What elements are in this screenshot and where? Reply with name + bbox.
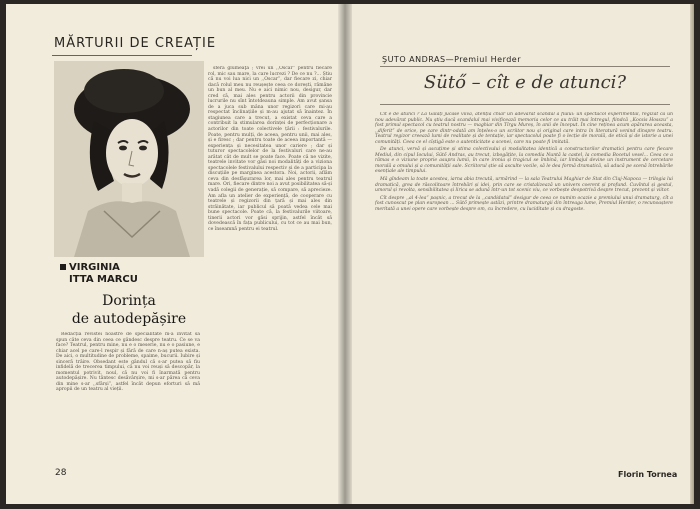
article-signature: Florin Tornea [618,470,678,479]
running-head: ŞUTO ANDRAS—Premiul Herder [382,55,522,64]
right-article-title: Sütő – cît e de atunci? [423,72,627,93]
right-paragraph-4: Cît despre ,,al 4-lea“ pașnic, a trecut de la ,,candidatul” desigur de ceea ce numim ocazie a premiului unui dramaturg, cît a fost cunoscut pe plan european ... Sütő primește astăzi, printre dramaturgii din întreaga lume, Premiul Herder, o recunoaștere meritată a unei opere care vorbește despre om, cu încredere, cu luciditate și cu dragoste. [375,195,673,212]
right-article-body [375,112,673,452]
article-title [54,292,204,328]
bullet-square-icon [60,264,66,270]
title-rule [380,104,670,105]
author-first-line: VIRGINIA [69,262,120,273]
right-paragraph-2: De atunci, vervă și ascuțime și stima colectivului și modalitatea identică a constructorilor dramatici pentru care fiecare Mediul, din cipul Iocului, Sütő Andras, au trecut, izbogățite, la comedia Nuntă la castel, la comedia Bocetul vesel... Ceea ce a rămas e o viziune proprie asupra lumii, în care ironia și tragicul se îmbină, iar limbajul devine un instrument de cercetare morală a omului și a comunității sale. Scriitorul știe să asculte vocile, să le dea formă dramatică, să aducă pe scenă întrebările esențiale ale timpului. [375,147,673,175]
portrait-illustration [54,61,204,257]
page-number: 28 [55,468,67,478]
article-title-line2: de autodepășire [71,311,187,327]
right-paragraph-1: Cit e de atunci ? La Galați jucase viivă, atenția chiar un adevărat scandal a fiului: un spectacol experimental, regizat ca un nou adevărat public. Nu știu dacă scandalul mai vivificează memoria celor ce au trăit mai întregul, fiindcă ,,Kocsis Hosszu” a fost primul spectacol cu teatrul nostru — maghiar din Tîrgu Mureș, în anii de început. În cine reținea acum apărarea aceasta, ,,diferit” de orice, pe care dintr-odată am înțeles-o un scriitor nou și original care intra în literatură venind dinspre teatru. Teatrul regizor creează lumi de realitate și de tentație, iar spectacolul poate fi o lecție de morală, de etică și de istorie a unei comunități. Ceea ce el cîștigă este o autenticitate a scenei, care nu poate fi imitată. [375,112,673,145]
left-article-column-b [208,66,332,486]
left-column-b-text: sfera glumeaţă ; vrei un ,,Oscar” pentru fiecare rol, mic sau mare, la care lucrezi ? De ce nu ?... Știu că nu voi lua nici un ,,Oscar”, dar fiecare zi, chiar dacă rolul meu nu reușește ceea ce dorești, rămâne un bun al meu. Nu e aici nimic nou, desigur, dar cred că, mai ales pentru actorii din provincie lucrurile nu sînt întotdeauna simple. Am avut șansa de a juca sub mâna unor regizori care mi-au respectat înclinațiile și m-au ajutat să înaintez. În stagiunea care a trecut, a existat ceva care a contribuit la stimularea dorinței de perfecționare a actorilor din toate colectivele țării : festivalurile. Poate, pentru mulți, de aceea, pentru unii, mai ales, și e firesc ; dar pentru toate de aceea importantă — experiența și necesitatea unor cariere ; dar și tuturor spectacolelor de la festivaluri care ne-au arătat cât de mult se poate face. Poate că ne vizite, teatrele invitate vor găsi noi modalități de a viziona spectacolele festivalului respectiv și de a participa la discuțiile pe marginea acestora. Noi, actorii, aflăm ceva din desfășurarea lor, mai ales pentru teatrul mare. Ori, fiecare dintre noi a avut posibilitatea să-și vadă colegii de generație, să compare, să aprecieze. Am afla un atelier de experiență, de cooperare cu teatrele și regizorii din țară și mai ales din străinătate, iar publicul să poată vedea cele mai bune spectacole. Poate că, la festivalurile viitoare, tinerii actori vor găsi sprijin, astfel încât să dovedească în fața publicului, cu tot ce au mai bun, ce înseamnă pentru ei teatrul. [208,66,332,232]
left-column-a-text: Redacția revistei noastre de specialitate m-a invitat să spun câte ceva din ceea ce gândesc despre teatru. Ce se va face? Teatrul, pentru mine, nu e o meserie, nu e o pasiune, e chiar acel pe care-l respir și fără de care n-aș putea exista. De aici, o multitudine de probleme, spaime, bucurii. Iubire și sinceră trăire. Obsedant este gândul că s-ar putea să fiu infidelă de trecerea timpului, că nu voi reuși să descopăr, la momentul potrivit, noul, că nu voi fi înarmată pentru autodepășire. Nu tântesc desăvârșire, mi s-ar părea că ceva din mine s-ar ,,sfârși”, astfel încât depun eforturi să mă apropii de un teatru al vieții. [56,332,200,393]
right-paragraph-3: Mă gîndeam la toate acestea, iarna abia trecută, urmărind — la sala Teatrului Maghiar de Stat din Cluj-Napoca — trilogia lui dramatică, grea de răscolitoare întrebări și idei, prin care se cristalizează un univers coerent și profund. Cuvîntul și gestul, umorul și revolta, sensibilitatea și lirica se adună într-un tot scenic viu, ce vorbește deopotrivă despre trecut, prezent și viitor. [375,177,673,194]
running-head-rule [380,66,670,67]
author-name [60,262,138,286]
page-edge [690,4,694,504]
section-rule [52,55,192,56]
author-portrait-photo [54,61,204,257]
author-second-line: ITTA MARCU [69,274,138,285]
left-article-column-a [56,332,200,477]
section-title: MĂRTURII DE CREAȚIE [54,36,217,51]
article-title-line1: Dorința [102,293,156,309]
page-gutter [338,4,352,504]
